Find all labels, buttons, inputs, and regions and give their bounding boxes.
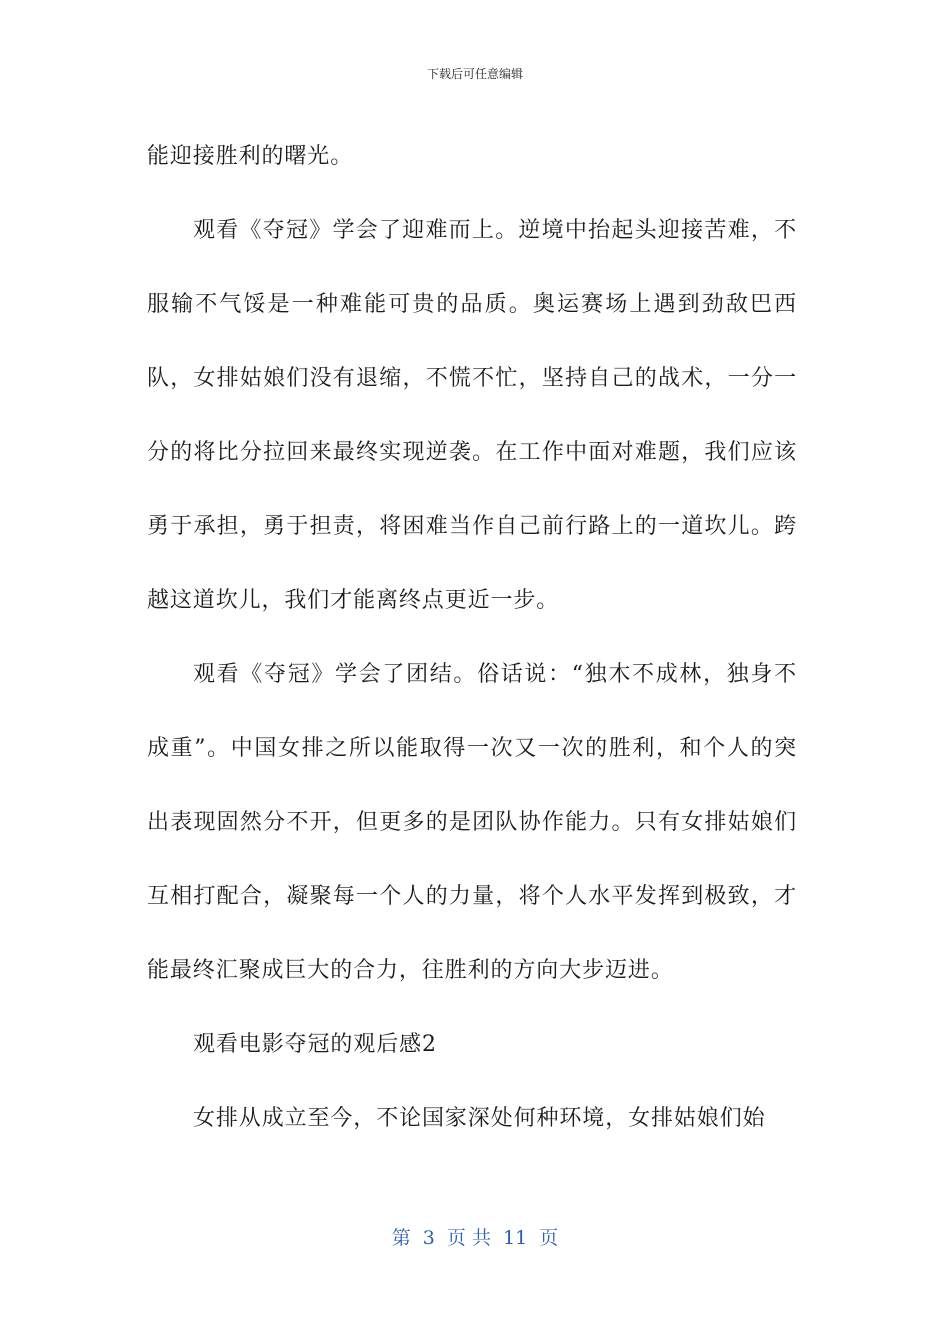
paragraph-overcome-difficulty: 观看《夺冠》学会了迎难而上。逆境中抬起头迎接苦难，不服输不气馁是一种难能可贵的品质。奥运赛场上遇到劲敌巴西队，女排姑娘们没有退缩，不慌不忙，坚持自己的战术，一分一分的将比分拉回来最终实现逆袭。在工作中面对难题，我们应该勇于承担，勇于担责，将困难当作自己前行路上的一道坎儿。跨越这道坎儿，我们才能离终点更近一步。 [147,218,797,613]
document-body [147,120,797,1156]
page-label-suffix: 页 [539,1227,559,1249]
total-page-count: 11 [503,1227,528,1249]
page-footer [0,1225,950,1251]
current-page-number: 3 [422,1227,435,1249]
paragraph-unity: 观看《夺冠》学会了团结。俗话说：“独木不成林，独身不成重”。中国女排之所以能取得一次又一次的胜利，和个人的突出表现固然分不开，但更多的是团队协作能力。只有女排姑娘们互相打配合，凝聚每一个人的力量，将个人水平发挥到极致，才能最终汇聚成巨大的合力，往胜利的方向大步迈进。 [147,662,797,983]
page-header: 下载后可任意编辑 [426,67,523,81]
paragraph-new-section: 女排从成立至今，不论国家深处何种环境，女排姑娘们始 [193,1106,766,1131]
section-heading: 观看电影夺冠的观后感2 [193,1032,437,1057]
paragraph-continuation: 能迎接胜利的曙光。 [147,144,354,169]
page-label-mid: 页 共 [446,1227,491,1249]
page-label-prefix: 第 [391,1227,411,1249]
